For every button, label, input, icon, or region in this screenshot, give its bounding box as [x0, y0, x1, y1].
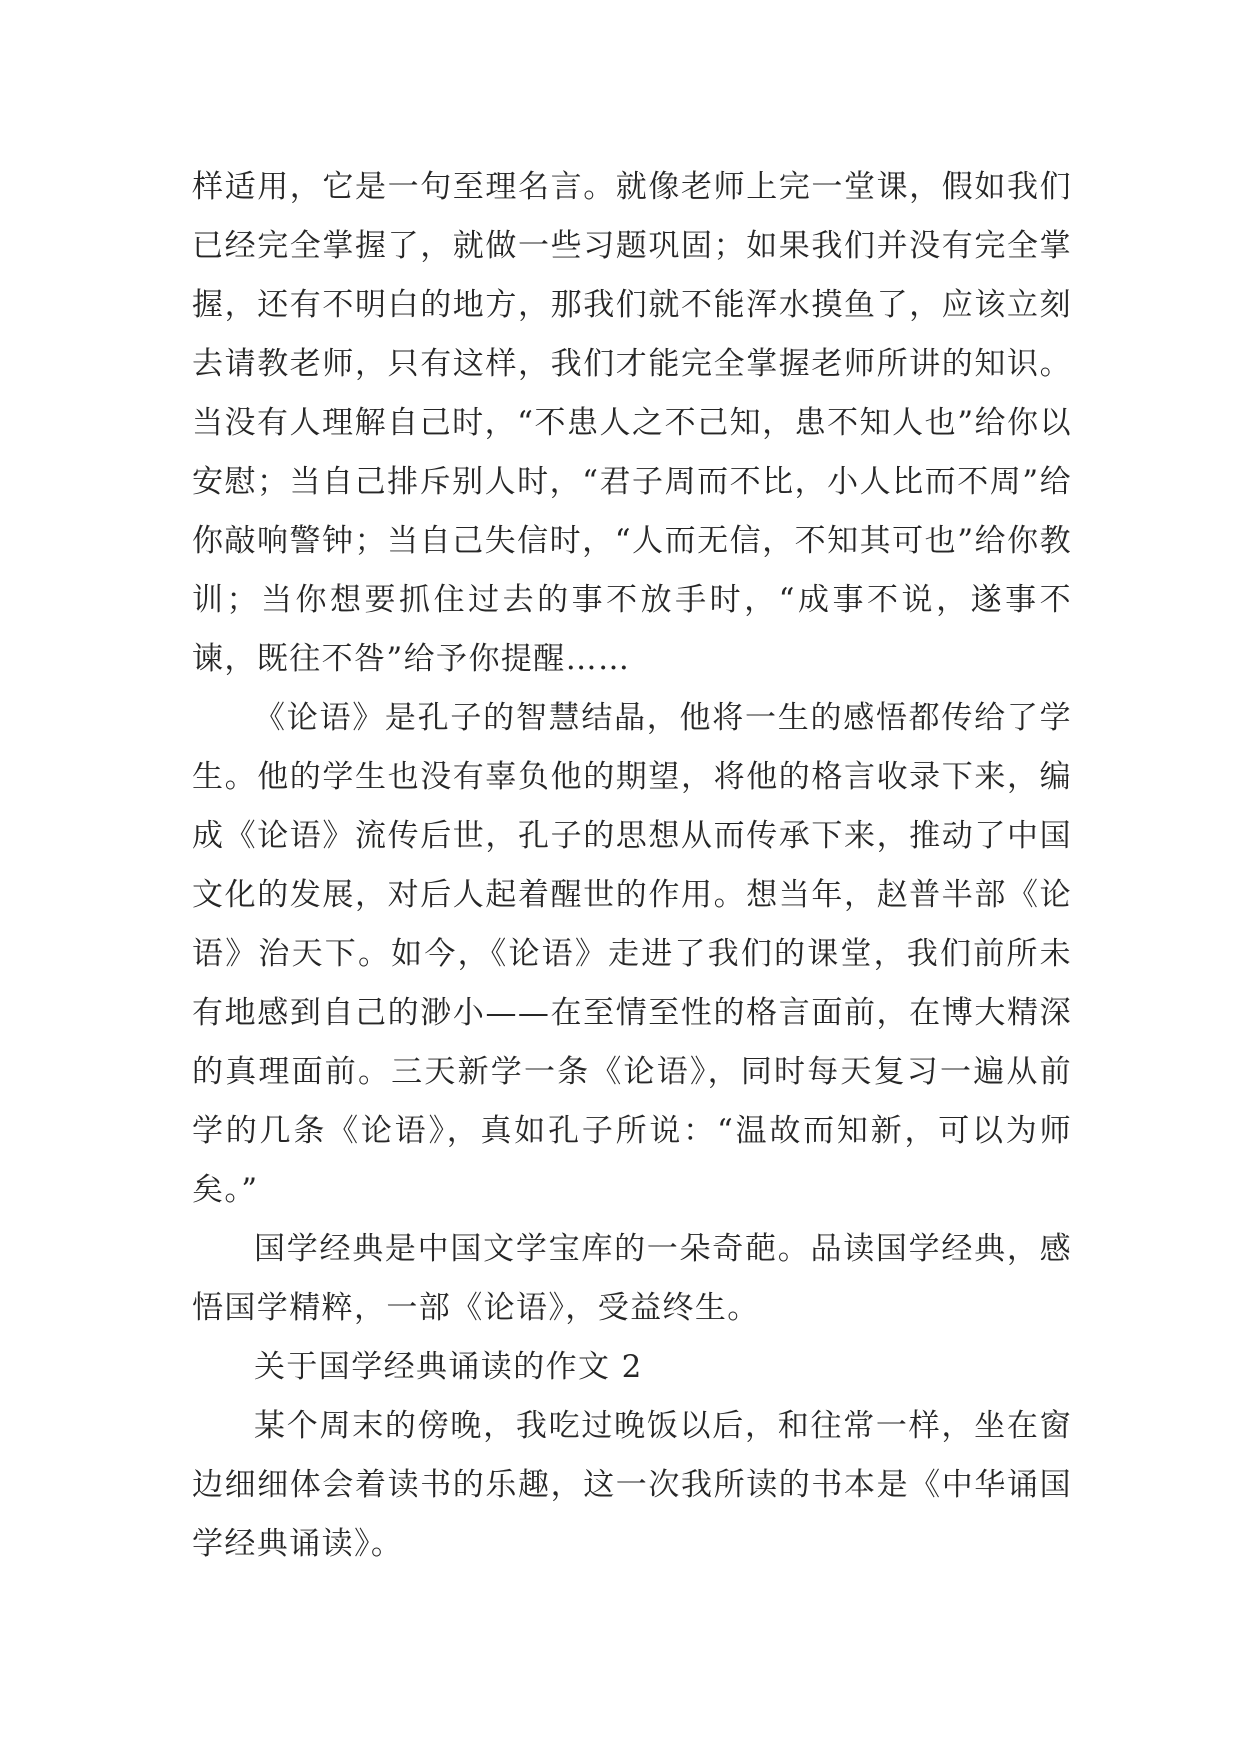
paragraph-lunyu: 《论语》是孔子的智慧结晶，他将一生的感悟都传给了学生。他的学生也没有辜负他的期望，将他的格言收录下来，编成《论语》流传后世，孔子的思想从而传承下来，推动了中国文化的发展，对后人起着醒世的作用。想当年，赵普半部《论语》治天下。如今，《论语》走进了我们的课堂，我们前所未有地感到自己的渺小——在至情至性的格言面前，在博大精深的真理面前。三天新学一条《论语》，同时每天复习一遍从前学的几条《论语》，真如孔子所说：“温故而知新，可以为师矣。”: [192, 700, 1072, 1208]
paragraph-continuation: 样适用，它是一句至理名言。就像老师上完一堂课，假如我们已经完全掌握了，就做一些习题巩固；如果我们并没有完全掌握，还有不明白的地方，那我们就不能浑水摸鱼了，应该立刻去请教老师，只有这样，我们才能完全掌握老师所讲的知识。当没有人理解自己时，“不患人之不己知，患不知人也”给你以安慰；当自己排斥别人时，“君子周而不比，小人比而不周”给你敲响警钟；当自己失信时，“人而无信，不知其可也”给你教训；当你想要抓住过去的事不放手时，“成事不说，遂事不谏，既往不咎”给予你提醒……: [192, 169, 1072, 677]
paragraph-conclusion: 国学经典是中国文学宝库的一朵奇葩。品读国学经典，感悟国学精粹，一部《论语》，受益终生。: [192, 1231, 1072, 1326]
paragraph-essay-two-opening: 某个周末的傍晚，我吃过晚饭以后，和往常一样，坐在窗边细细体会着读书的乐趣，这一次我所读的书本是《中华诵国学经典诵读》。: [192, 1408, 1072, 1562]
section-title: 关于国学经典诵读的作文 2: [254, 1349, 643, 1385]
document-body: [192, 158, 1072, 1574]
